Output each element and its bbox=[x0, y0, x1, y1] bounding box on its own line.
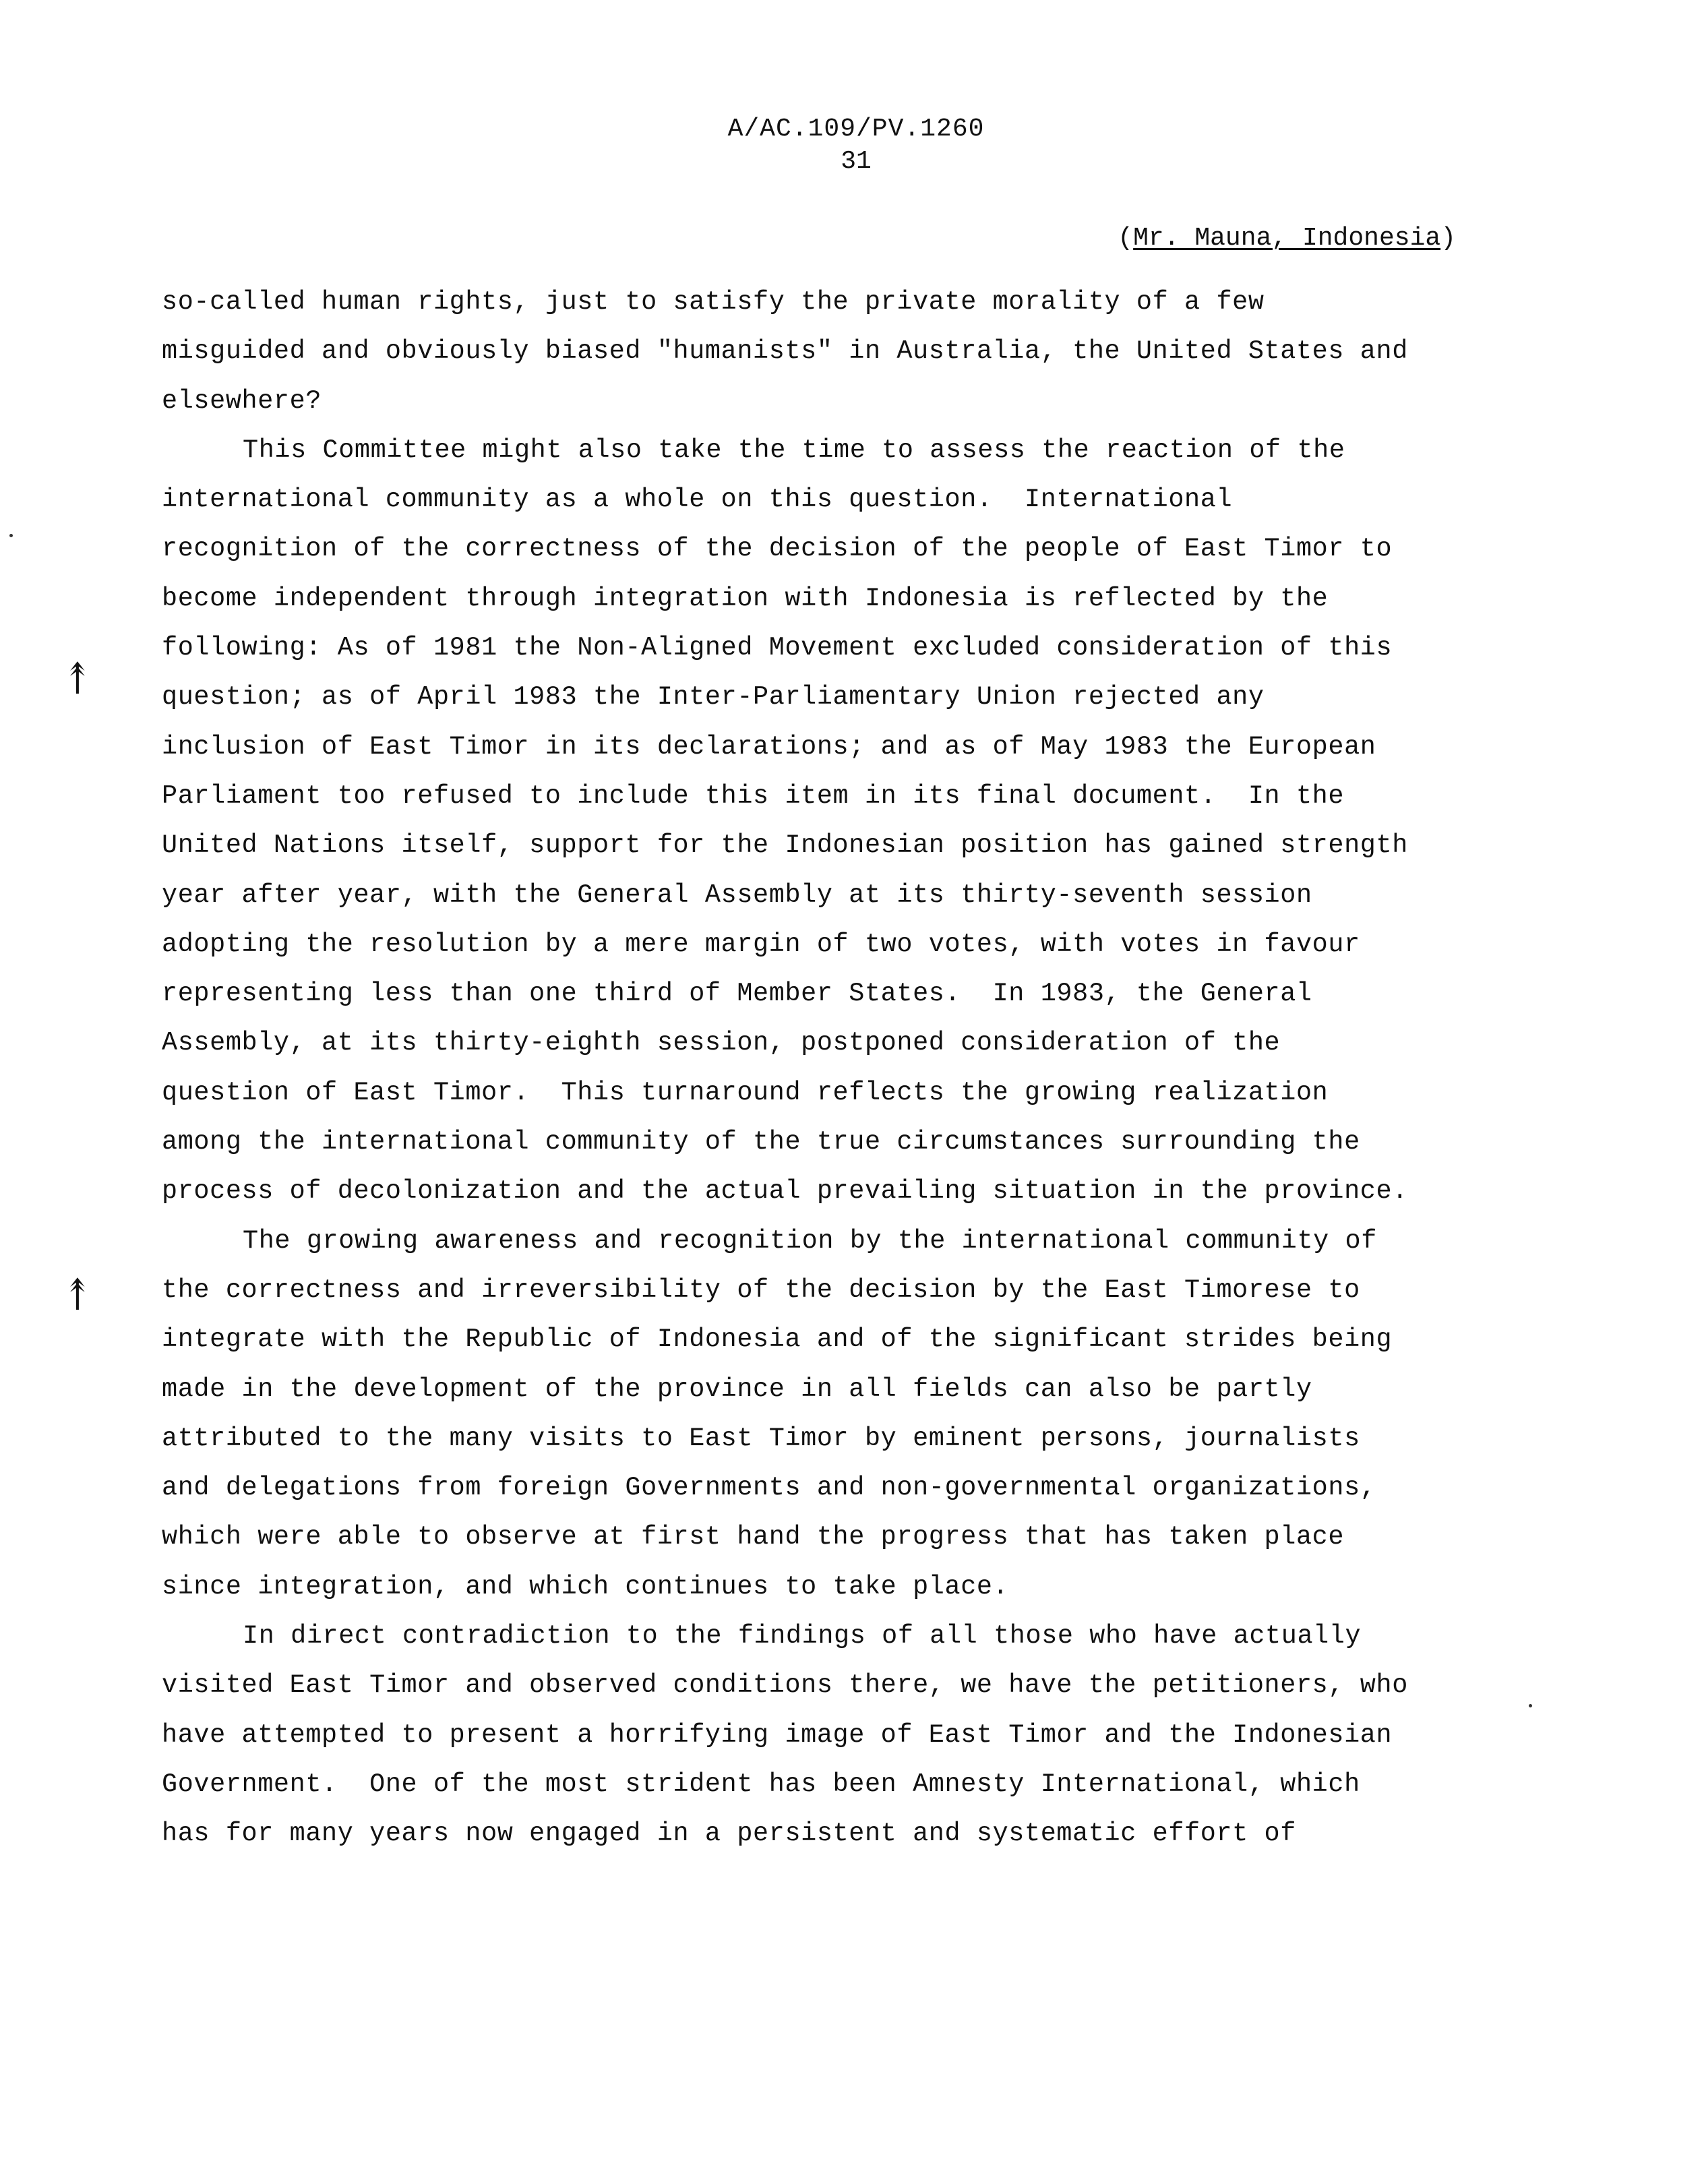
margin-mark-lower: ↟ bbox=[63, 1271, 92, 1321]
text-line: among the international community of the true circumstances surrounding the bbox=[162, 1127, 1360, 1157]
speaker-name: Mr. Mauna, Indonesia bbox=[1133, 224, 1441, 253]
text-line: has for many years now engaged in a persistent and systematic effort of bbox=[162, 1819, 1296, 1849]
scan-speck bbox=[1529, 1704, 1532, 1707]
text-line: Assembly, at its thirty-eighth session, postponed consideration of the bbox=[162, 1028, 1281, 1058]
text-line: have attempted to present a horrifying image of East Timor and the Indonesian bbox=[162, 1720, 1393, 1750]
text-line: question of East Timor. This turnaround reflects the growing realization bbox=[162, 1077, 1329, 1108]
text-line: question; as of April 1983 the Inter-Parliamentary Union rejected any bbox=[162, 682, 1265, 712]
text-line: inclusion of East Timor in its declarations; and as of May 1983 the European bbox=[162, 731, 1376, 762]
text-line: In direct contradiction to the findings of all those who have actually bbox=[243, 1621, 1362, 1651]
text-line: visited East Timor and observed conditions there, we have the petitioners, who bbox=[162, 1670, 1408, 1701]
text-line: Government. One of the most strident has been Amnesty International, which bbox=[162, 1769, 1360, 1799]
speech-body-text bbox=[162, 278, 1483, 1859]
text-line: United Nations itself, support for the Indonesian position has gained strength bbox=[162, 830, 1408, 861]
text-line: which were able to observe at first hand the progress that has taken place bbox=[162, 1522, 1345, 1552]
text-line: made in the development of the province in all fields can also be partly bbox=[162, 1374, 1312, 1404]
text-line: the correctness and irreversibility of the decision by the East Timorese to bbox=[162, 1275, 1360, 1305]
text-line: The growing awareness and recognition by the international community of bbox=[243, 1225, 1377, 1256]
scan-speck bbox=[9, 534, 13, 537]
text-line: representing less than one third of Member States. In 1983, the General bbox=[162, 979, 1312, 1009]
text-line: following: As of 1981 the Non-Aligned Movement excluded consideration of this bbox=[162, 633, 1393, 663]
document-symbol: A/AC.109/PV.1260 bbox=[727, 115, 985, 144]
text-line: year after year, with the General Assembly at its thirty-seventh session bbox=[162, 880, 1312, 910]
text-line: international community as a whole on this question. International bbox=[162, 485, 1233, 515]
text-line: elsewhere? bbox=[162, 386, 322, 416]
speaker-open-paren: ( bbox=[1118, 224, 1134, 253]
text-line: become independent through integration with Indonesia is reflected by the bbox=[162, 583, 1329, 613]
speaker-attribution bbox=[1052, 222, 1456, 255]
text-line: recognition of the correctness of the decision of the people of East Timor to bbox=[162, 534, 1393, 564]
text-line: misguided and obviously biased "humanists" in Australia, the United States and bbox=[162, 336, 1408, 367]
speaker-close-paren: ) bbox=[1440, 224, 1456, 253]
text-line: since integration, and which continues to take place. bbox=[162, 1571, 1009, 1602]
text-line: attributed to the many visits to East Timor by eminent persons, journalists bbox=[162, 1423, 1360, 1453]
text-line: so-called human rights, just to satisfy the private morality of a few bbox=[162, 287, 1265, 317]
text-line: and delegations from foreign Governments and non-governmental organizations, bbox=[162, 1473, 1376, 1503]
text-line: integrate with the Republic of Indonesia and of the significant strides being bbox=[162, 1325, 1393, 1355]
margin-mark-upper: ↟ bbox=[63, 655, 92, 704]
text-line: adopting the resolution by a mere margin of two votes, with votes in favour bbox=[162, 929, 1360, 959]
page-number: 31 bbox=[841, 147, 872, 176]
text-line: process of decolonization and the actual prevailing situation in the province. bbox=[162, 1176, 1408, 1207]
text-line: Parliament too refused to include this item in its final document. In the bbox=[162, 781, 1345, 811]
text-line: This Committee might also take the time to assess the reaction of the bbox=[243, 435, 1345, 465]
